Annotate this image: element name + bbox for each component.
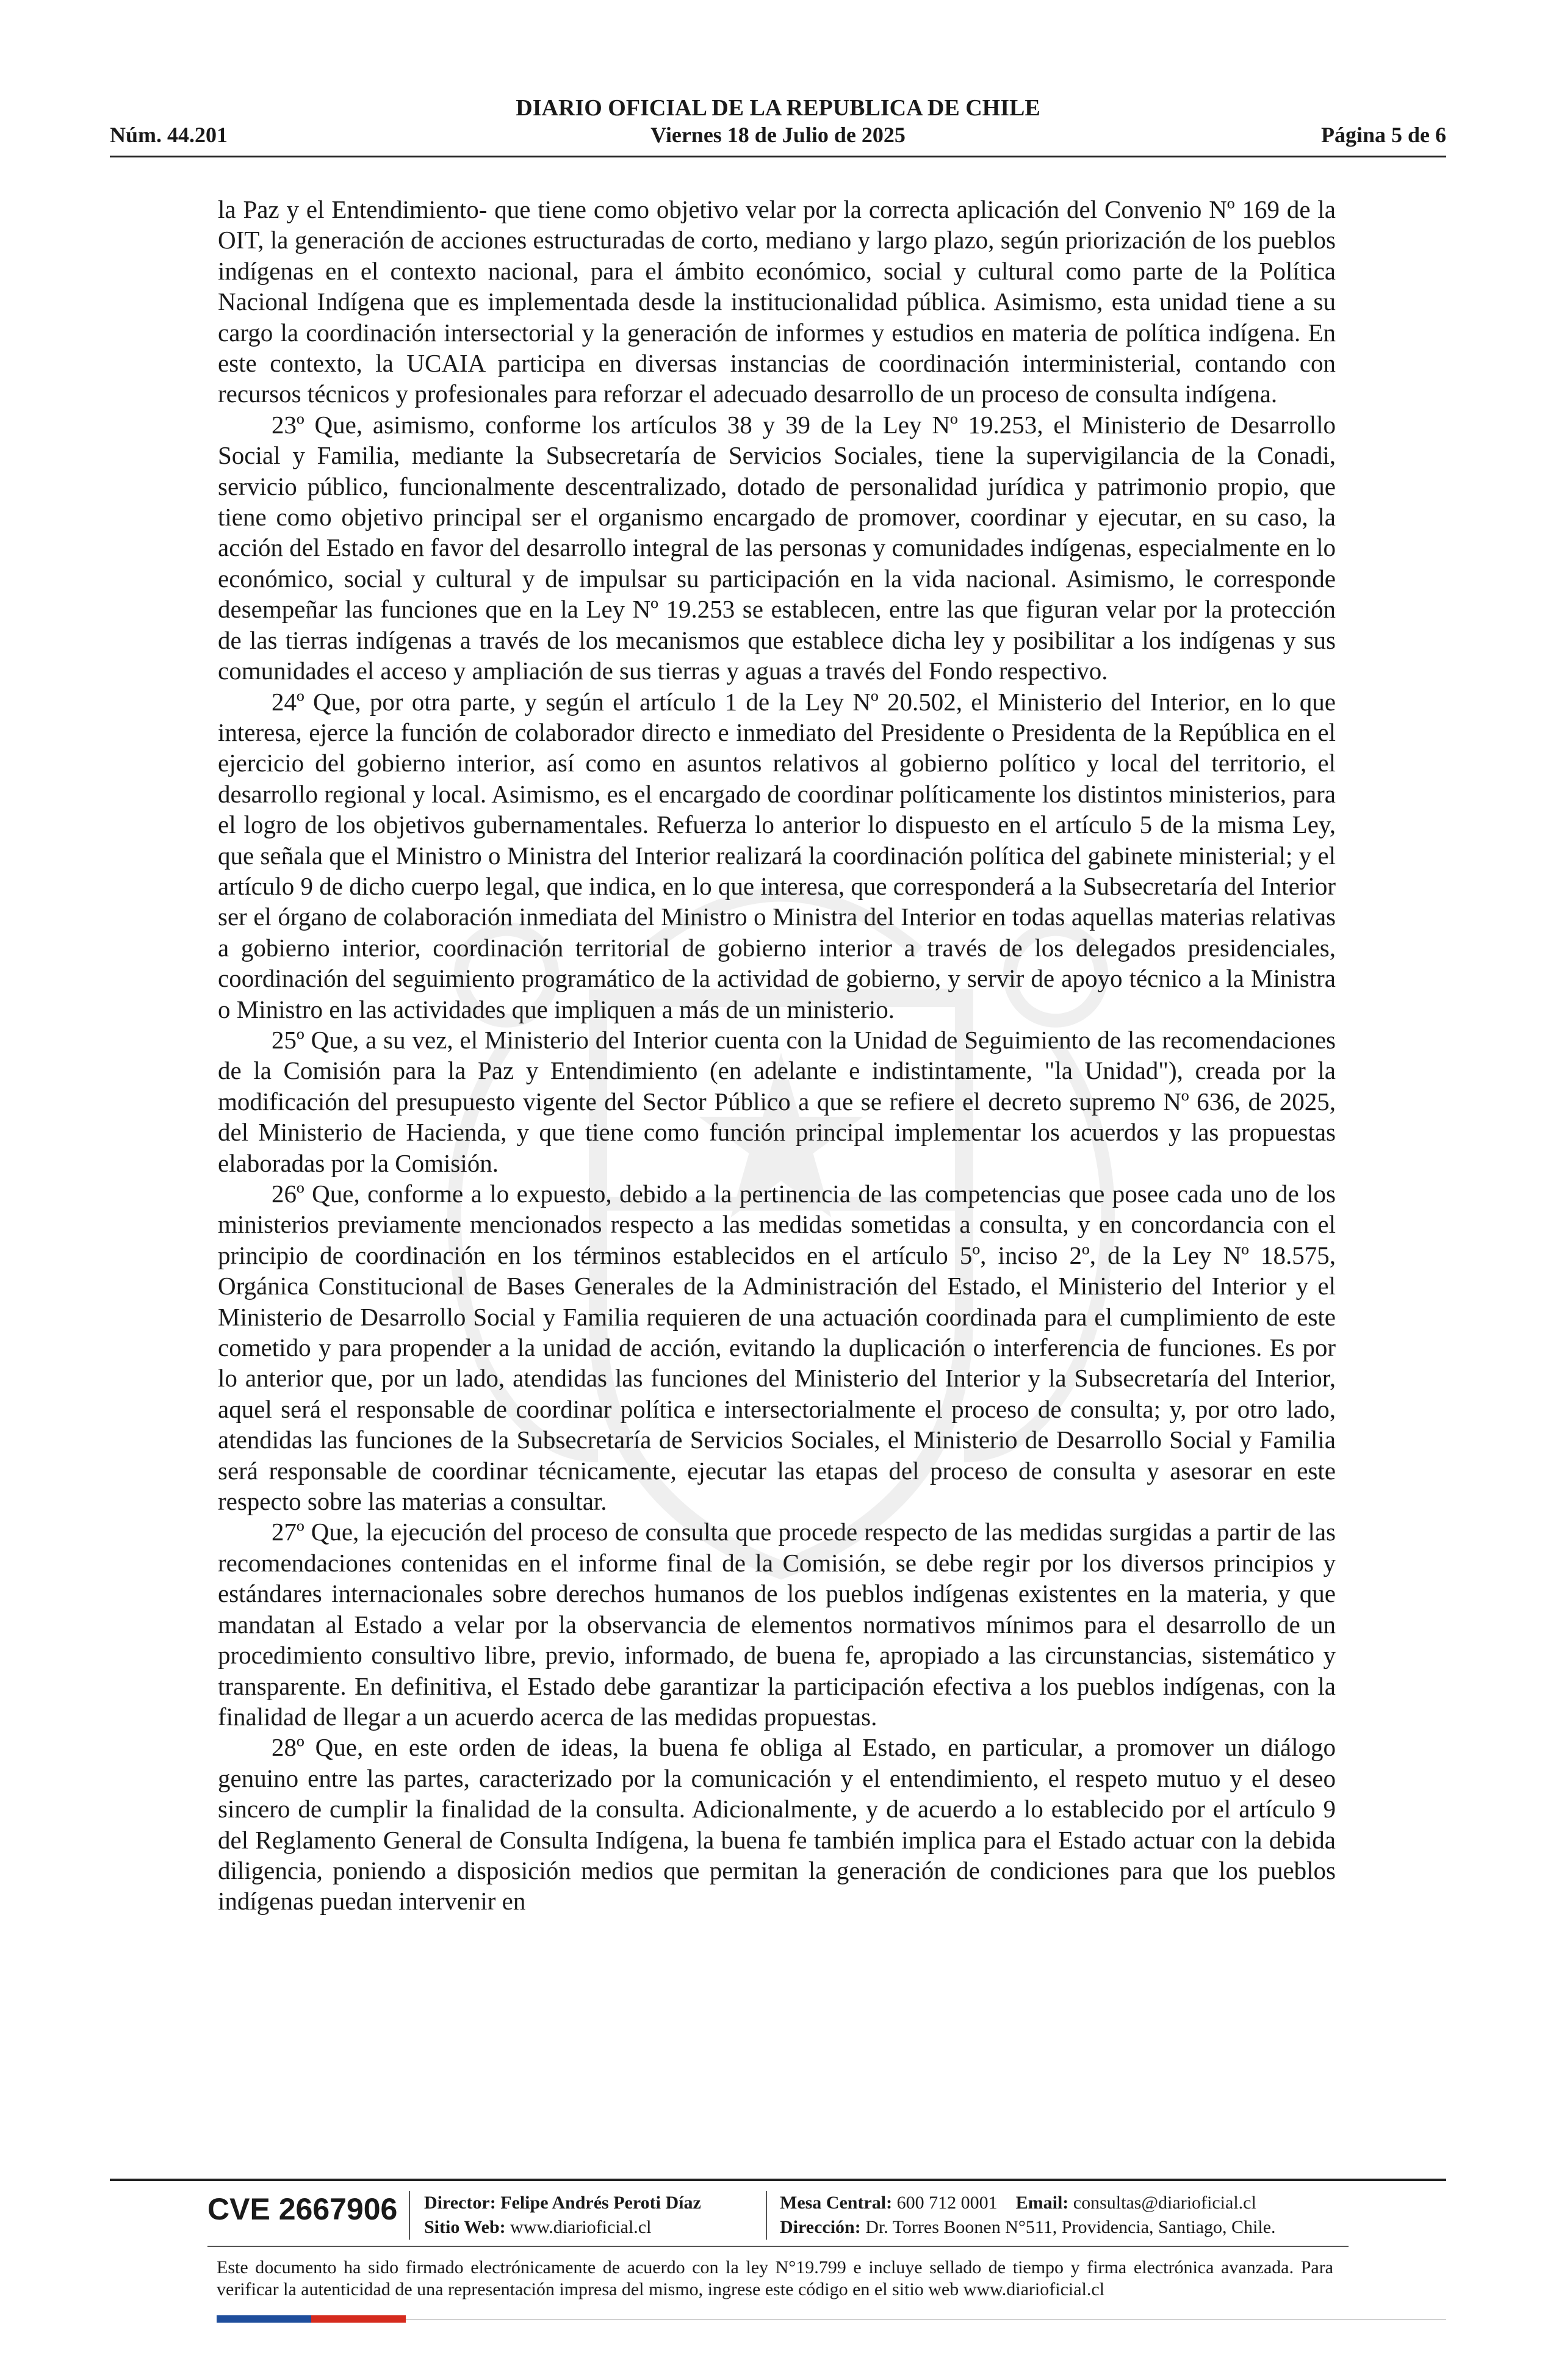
newspaper-title: DIARIO OFICIAL DE LA REPUBLICA DE CHILE <box>516 95 1040 121</box>
email-link[interactable]: consultas@diarioficial.cl <box>1073 2193 1256 2213</box>
paragraph-25: 25º Que, a su vez, el Ministerio del Interior cuenta con la Unidad de Seguimiento de las recomendaciones de la Comisión para la Paz y Entendimiento (en adelante e indistintamente, "la Unidad"), creada por la modificación del presupuesto vigente del Sector Público a que se refiere el decreto supremo Nº 636, de 2025, del Ministerio de Hacienda, y que tiene como función principal implementar los acuerdos y las propuestas elaboradas por la Comisión. <box>218 1025 1336 1177</box>
issue-date: Viernes 18 de Julio de 2025 <box>650 123 906 147</box>
director-block <box>424 2191 701 2240</box>
page-number: Página 5 de 6 <box>1320 123 1446 147</box>
paragraph-continuation: la Paz y el Entendimiento- que tiene como objetivo velar por la correcta aplicación del Convenio Nº 169 de la OIT, la generación de acciones estructuradas de corto, mediano y largo plazo, según priorización de los pueblos indígenas en el contexto nacional, para el ámbito económico, social y cultural como parte de la Política Nacional Indígena que es implementada desde la institucionalidad pública. Asimismo, esta unidad tiene a su cargo la coordinación intersectorial y la generación de informes y estudios en materia de política indígena. En este contexto, la UCAIA participa en diversas instancias de coordinación interministerial, contando con recursos técnicos y profesionales para reforzar el adecuado desarrollo de un proceso de consulta indígena. <box>218 195 1336 408</box>
flag-blue-segment <box>217 2315 311 2323</box>
footer-inner-divider <box>207 2246 1349 2247</box>
paragraph-27: 27º Que, la ejecución del proceso de consulta que procede respecto de las medidas surgidas a partir de las recomendaciones contenidas en el informe final de la Comisión, se debe regir por los diversos principios y estándares internacionales sobre derechos humanos de los pueblos indígenas existentes en la materia, y que mandatan al Estado a velar por la observancia de elementos normativos mínimos para el desarrollo de un procedimiento consultivo libre, previo, informado, de buena fe, apropiado a las circunstancias, sistemático y transparente. En definitiva, el Estado debe garantizar la participación efectiva a los pueblos indígenas, con la finalidad de llegar a un acuerdo acerca de las medidas propuestas. <box>218 1518 1336 1731</box>
phone-number: 600 712 0001 <box>896 2193 998 2213</box>
page-header <box>110 95 1446 156</box>
header-divider <box>110 156 1446 157</box>
footer-divider <box>110 2179 1446 2181</box>
phone-label: Mesa Central: <box>780 2193 893 2213</box>
footer-separator <box>409 2191 410 2240</box>
paragraph-23: 23º Que, asimismo, conforme los artículos 38 y 39 de la Ley Nº 19.253, el Ministerio de Desarrollo Social y Familia, mediante la Subsecretaría de Servicios Sociales, tiene la supervigilancia de la Conadi, servicio público, funcionalmente descentralizado, dotado de personalidad jurídica y patrimonio propio, que tiene como objetivo principal ser el organismo encargado de promover, coordinar y ejecutar, en su caso, la acción del Estado en favor del desarrollo integral de las personas y comunidades indígenas, especialmente en lo económico, social y cultural y de impulsar su participación en la vida nacional. Asimismo, le corresponde desempeñar las funciones que en la Ley Nº 19.253 se establecen, entre las que figuran velar por la protección de las tierras indígenas a través de los mecanismos que establece dicha ley y posibilitar a los indígenas y sus comunidades el acceso y ampliación de sus tierras y aguas a través del Fondo respectivo. <box>218 410 1336 685</box>
article-body <box>218 194 1336 1917</box>
paragraph-24: 24º Que, por otra parte, y según el artículo 1 de la Ley Nº 20.502, el Ministerio del Interior, en lo que interesa, ejerce la función de colaborador directo e inmediato del Presidente o Presidenta de la República en el ejercicio del gobierno interior, así como en asuntos relativos al gobierno político y local del territorio, el desarrollo regional y local. Asimismo, es el encargado de coordinar políticamente los distintos ministerios, para el logro de los objetivos gubernamentales. Refuerza lo anterior lo dispuesto en el artículo 5 de la misma Ley, que señala que el Ministro o Ministra del Interior realizará la coordinación política del gabinete ministerial; y el artículo 9 de dicho cuerpo legal, que indica, en lo que interesa, que corresponderá a la Subsecretaría del Interior ser el órgano de colaboración inmediata del Ministro o Ministra del Interior en todas aquellas materias relativas a gobierno interior, coordinación territorial de gobierno interior a través de los delegados presidenciales, coordinación del seguimiento programático de la actividad de gobierno, y servir de apoyo técnico a la Ministra o Ministro en las actividades que impliquen a más de un ministerio. <box>218 687 1336 1023</box>
address-text: Dr. Torres Boonen N°511, Providencia, Santiago, Chile. <box>865 2217 1276 2237</box>
flag-color-bar <box>217 2315 406 2323</box>
address-label: Dirección: <box>780 2217 861 2237</box>
flag-red-segment <box>311 2315 406 2323</box>
paragraph-28: 28º Que, en este orden de ideas, la buena fe obliga al Estado, en particular, a promover un diálogo genuino entre las partes, caracterizado por la comunicación y el entendimiento, el respeto mutuo y el deseo sincero de cumplir la finalidad de la consulta. Adicionalmente, y de acuerdo a lo establecido por el artículo 9 del Reglamento General de Consulta Indígena, la buena fe también implica para el Estado actuar con la debida diligencia, poniendo a disposición medios que permitan la generación de condiciones para que los pueblos indígenas puedan intervenir en <box>218 1733 1336 1916</box>
legal-notice: Este documento ha sido firmado electrónicamente de acuerdo con la ley N°19.799 e incluye sellado de tiempo y firma electrónica avanzada. Para verificar la autenticidad de una representación impresa del mismo, ingrese este código en el sitio web www.diarioficial.cl <box>217 2257 1333 2299</box>
website-label: Sitio Web: <box>424 2217 506 2237</box>
director-name: Felipe Andrés Peroti Díaz <box>500 2193 701 2213</box>
footer-separator <box>766 2191 767 2240</box>
footer-bottom-line <box>406 2319 1446 2320</box>
cve-code: CVE 2667906 <box>207 2192 398 2226</box>
paragraph-26: 26º Que, conforme a lo expuesto, debido a la pertinencia de las competencias que posee cada uno de los ministerios previamente mencionados respecto a las medidas sometidas a consulta, y en concordancia con el principio de coordinación en los términos establecidos en el artículo 5º, inciso 2º, de la Ley Nº 18.575, Orgánica Constitucional de Bases Generales de la Administración del Estado, el Ministerio del Interior y el Ministerio de Desarrollo Social y Familia requieren de una actuación coordinada para el cumplimiento de este cometido y para propender a la unidad de acción, evitando la duplicación o interferencia de funciones. Es por lo anterior que, por un lado, atendidas las funciones del Ministerio del Interior y la Subsecretaría del Interior, aquel será el responsable de coordinar política e intersectorialmente el proceso de consulta; y, por otro lado, atendidas las funciones de la Subsecretaría de Servicios Sociales, el Ministerio de Desarrollo Social y Familia será responsable de coordinar técnicamente, ejecutar las etapas del proceso de consulta y asesorar en este respecto sobre las materias a consultar. <box>218 1180 1336 1516</box>
contact-block <box>780 2191 1276 2240</box>
issue-number: Núm. 44.201 <box>110 123 228 147</box>
director-label: Director: <box>424 2193 496 2213</box>
email-label: Email: <box>1015 2193 1069 2213</box>
website-link[interactable]: www.diarioficial.cl <box>510 2217 652 2237</box>
